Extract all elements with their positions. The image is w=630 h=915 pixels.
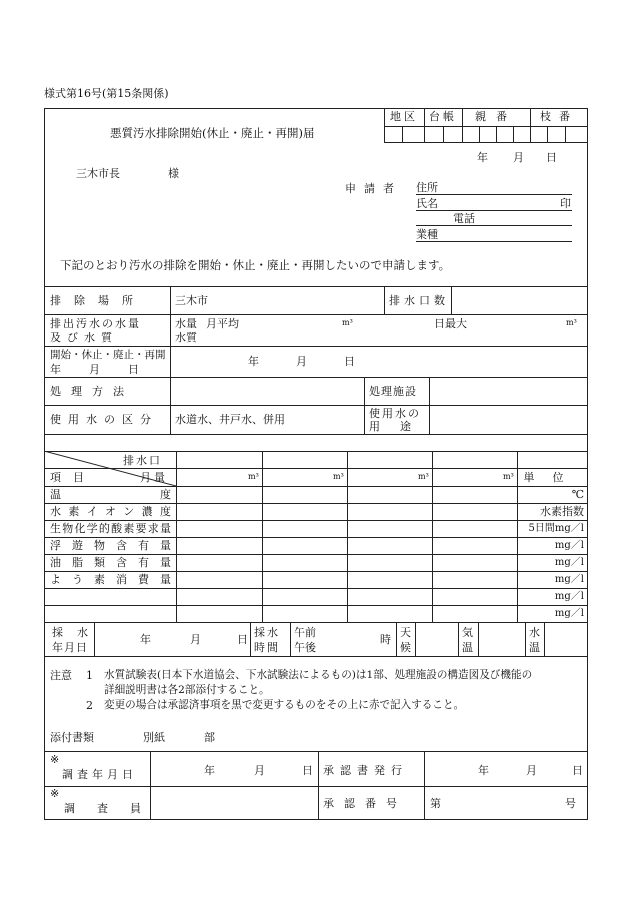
- treatment-facility-label: 処理施設: [369, 385, 417, 398]
- applicant-label: 申請者: [345, 182, 402, 195]
- survey-date-month: 月: [254, 764, 265, 777]
- item-header: 項目: [50, 471, 96, 484]
- water-use-label-line1: 使用水の: [369, 407, 421, 420]
- monthly-volume-header: 月量: [140, 471, 168, 484]
- sampling-date-day: 日: [237, 633, 248, 646]
- addressee: 三木市長: [76, 167, 120, 180]
- approval-date-day: 日: [572, 764, 583, 777]
- water-type-label: 使用水の区分: [50, 413, 158, 426]
- survey-date-mark: ※: [50, 753, 60, 766]
- quality-label: 水質: [175, 331, 197, 344]
- weather-label-line2: 候: [400, 641, 411, 654]
- quality-unit-extra2: mg／l: [554, 608, 584, 619]
- code-header-parent: 親番: [475, 110, 517, 123]
- survey-date-year: 年: [204, 764, 215, 777]
- approval-number-label: 承認番号: [323, 797, 407, 810]
- applicant-name-label: 氏名: [416, 197, 438, 210]
- form-number: 様式第16号(第15条関係): [44, 87, 169, 100]
- sampling-am: 午前: [294, 626, 316, 639]
- quality-unit-ph: 水素指数: [540, 505, 584, 518]
- note-1-number: 1: [86, 669, 93, 682]
- approval-number-prefix: 第: [430, 797, 441, 810]
- col2-unit: m³: [333, 472, 344, 481]
- attachments-copies: 部: [204, 731, 215, 744]
- start-stop-label-line1: 開始・休止・廃止・再開: [50, 349, 166, 361]
- quality-item-ph: 水素イオン濃度: [50, 505, 171, 518]
- start-date-day: 日: [344, 355, 355, 368]
- submit-date-month: 月: [513, 151, 524, 164]
- discharge-place-label: 排除場所: [50, 294, 146, 307]
- note-1-line1: 水質試験表(日本下水道協会、下水試験法によるもの)は1部、処理施設の構造図及び機能の: [104, 669, 533, 681]
- surveyor-mark: ※: [50, 787, 60, 800]
- survey-date-day: 日: [302, 764, 313, 777]
- surveyor-label: 調査員: [64, 802, 163, 815]
- survey-date-label: 調査年月日: [62, 768, 137, 781]
- quality-unit-ss: mg／l: [554, 540, 584, 551]
- seal-mark: 印: [560, 197, 571, 210]
- applicant-address-label: 住所: [416, 181, 438, 194]
- code-header-district: 地区: [390, 110, 418, 123]
- col1-unit: m³: [248, 472, 259, 481]
- submit-date-day: 日: [546, 151, 557, 164]
- quality-item-ss: 浮遊物含有量: [50, 539, 171, 552]
- quality-unit-bod: 5日間mg／l: [528, 523, 584, 534]
- sampling-time-label-line2: 時間: [254, 641, 280, 654]
- approval-date-month: 月: [526, 764, 537, 777]
- address-line: [416, 194, 572, 195]
- note-2-number: 2: [86, 699, 93, 712]
- note-1-line2: 詳細説明書は各2部添付すること。: [104, 684, 270, 696]
- water-use-label-line2: 用途: [369, 420, 431, 433]
- sampling-date-label-line1: 採水: [52, 626, 102, 639]
- water-temp-label-line1: 水: [529, 626, 540, 639]
- sampling-date-year: 年: [140, 633, 151, 646]
- max-daily-unit: m³: [566, 318, 577, 327]
- name-line: [416, 210, 572, 211]
- approval-date-year: 年: [478, 764, 489, 777]
- air-temp-label-line2: 温: [462, 641, 473, 654]
- sampling-pm: 午後: [294, 641, 316, 654]
- monthly-avg-unit: m³: [342, 318, 353, 327]
- intro-sentence: 下記のとおり汚水の排除を開始・休止・廃止・再開したいので申請します。: [60, 258, 451, 272]
- volume-label: 水量: [175, 317, 197, 330]
- discharge-volume-label-line1: 排出汚水の水量: [50, 317, 141, 330]
- code-header-ledger: 台帳: [429, 110, 457, 123]
- quality-unit-temperature: ℃: [571, 488, 584, 501]
- quality-unit-iodine: mg／l: [554, 574, 584, 585]
- notes-label: 注意: [50, 669, 72, 682]
- treatment-method-label: 処理方法: [50, 385, 134, 398]
- submit-date-year: 年: [477, 151, 488, 164]
- discharge-volume-label-line2: 及び水質: [50, 331, 118, 344]
- sampling-date-month: 月: [190, 633, 201, 646]
- start-date-year: 年: [248, 355, 259, 368]
- start-stop-label-line2: 年月日: [50, 363, 167, 376]
- applicant-business-label: 業種: [416, 228, 438, 241]
- max-daily-label: 日最大: [434, 317, 467, 330]
- quality-item-oil: 油脂類含有量: [50, 556, 171, 569]
- discharge-place-value: 三木市: [175, 294, 208, 307]
- monthly-avg-label: 月平均: [206, 317, 239, 330]
- col3-unit: m³: [418, 472, 429, 481]
- water-temp-label-line2: 温: [529, 641, 540, 654]
- sampling-hour: 時: [380, 633, 391, 646]
- outlet-count-label: 排水口数: [389, 294, 449, 307]
- quality-item-iodine: よう素消費量: [50, 573, 171, 586]
- quality-item-bod: 生物化学的酸素要求量: [50, 522, 171, 535]
- phone-line: [416, 225, 572, 226]
- start-date-month: 月: [296, 355, 307, 368]
- sampling-date-label-line2: 年月日: [52, 641, 88, 654]
- outlet-header: 排水口: [123, 454, 162, 467]
- air-temp-label-line1: 気: [462, 626, 473, 639]
- quality-unit-extra1: mg／l: [554, 591, 584, 602]
- form-title: 悪質汚水排除開始(休止・廃止・再開)届: [110, 126, 315, 140]
- honorific: 様: [168, 167, 179, 180]
- approval-number-suffix: 号: [565, 797, 576, 810]
- business-line: [416, 241, 572, 242]
- approval-issue-label: 承認書発行: [323, 764, 408, 777]
- sampling-time-label-line1: 採水: [254, 626, 280, 639]
- note-2-line: 変更の場合は承認済事項を黒で変更するものをその上に赤で記入すること。: [104, 699, 465, 711]
- col4-unit: m³: [503, 472, 514, 481]
- applicant-phone-label: 電話: [453, 212, 475, 225]
- attachments-separate: 別紙: [143, 731, 165, 744]
- attachments-label: 添付書類: [50, 731, 94, 744]
- weather-label-line1: 天: [400, 626, 411, 639]
- quality-item-temperature: 温度: [50, 488, 171, 501]
- water-type-value: 水道水、井戸水、併用: [175, 413, 285, 426]
- unit-header: 単位: [523, 471, 582, 484]
- quality-unit-oil: mg／l: [554, 557, 584, 568]
- code-header-branch: 枝番: [540, 110, 578, 123]
